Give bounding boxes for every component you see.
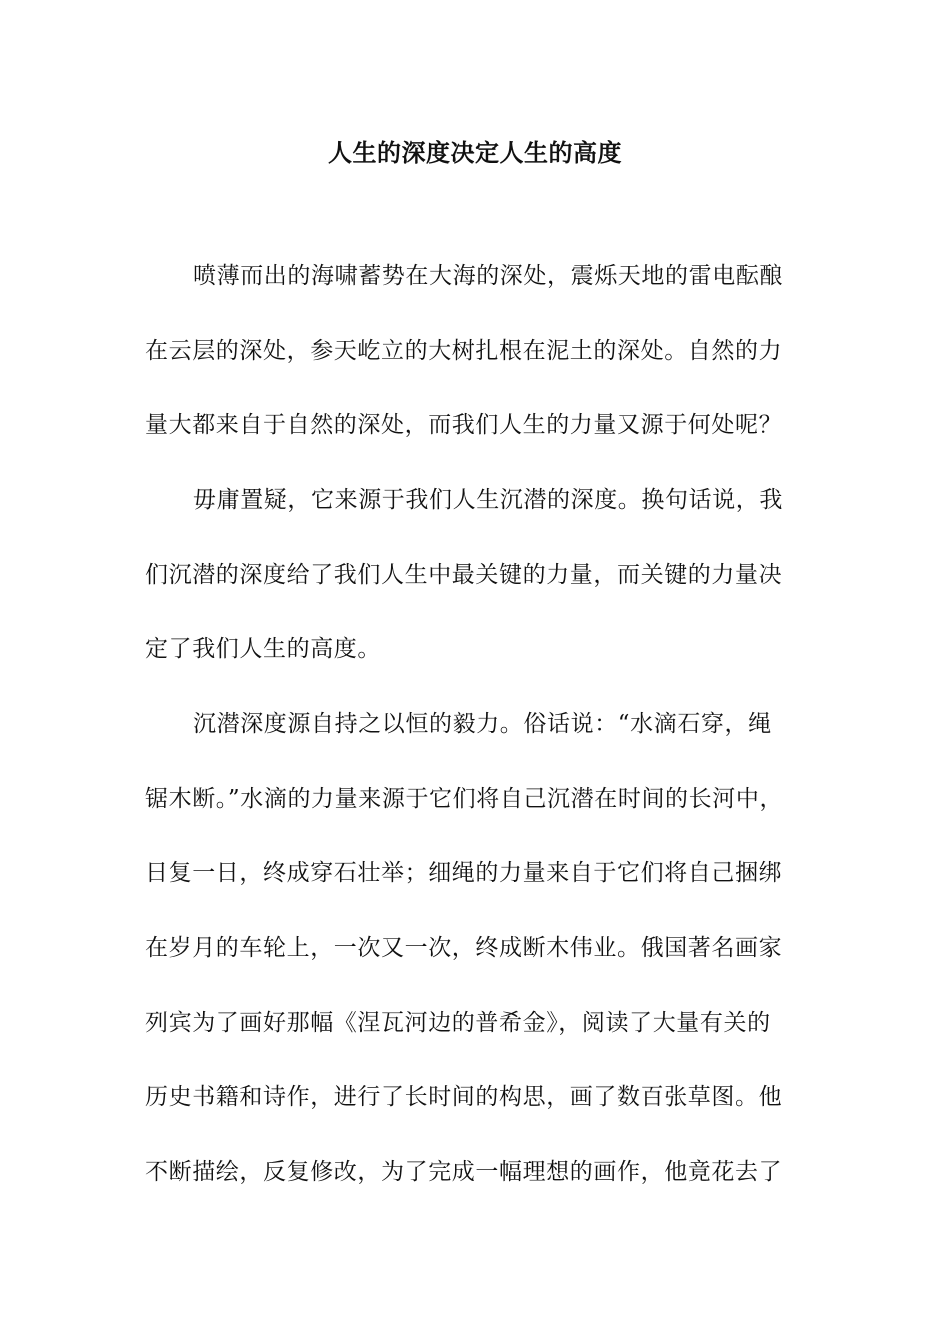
paragraph-1-line-1: 喷薄而出的海啸蓄势在大海的深处，震烁天地的雷电酝酿 [193,263,783,289]
paragraph-1-line-2: 在云层的深处，参天屹立的大树扎根在泥土的深处。自然的力 [145,338,783,364]
paragraph-3-line-6: 历史书籍和诗作，进行了长时间的构思，画了数百张草图。他 [145,1084,783,1110]
paragraph-3-line-7: 不断描绘，反复修改，为了完成一幅理想的画作，他竟花去了 [145,1159,783,1185]
paragraph-3-line-4: 在岁月的车轮上，一次又一次，终成断木伟业。俄国著名画家 [145,935,783,961]
paragraph-3-line-5: 列宾为了画好那幅《涅瓦河边的普希金》，阅读了大量有关的 [145,1010,771,1036]
paragraph-3-line-1: 沉潜深度源自持之以恒的毅力。俗话说：“水滴石穿，绳 [193,711,772,737]
paragraph-2-line-2: 们沉潜的深度给了我们人生中最关键的力量，而关键的力量决 [145,562,783,588]
page-title: 人生的深度决定人生的高度 [328,138,622,167]
paragraph-3-line-3: 日复一日，终成穿石壮举；细绳的力量来自于它们将自己捆绑 [145,860,783,886]
paragraph-1-line-3: 量大都来自于自然的深处，而我们人生的力量又源于何处呢？ [145,412,783,438]
paragraph-3-line-2: 锯木断。”水滴的力量来源于它们将自己沉潜在时间的长河中， [145,786,784,812]
paragraph-2-line-3: 定了我们人生的高度。 [145,636,381,662]
paragraph-2-line-1: 毋庸置疑，它来源于我们人生沉潜的深度。换句话说，我 [193,487,783,513]
